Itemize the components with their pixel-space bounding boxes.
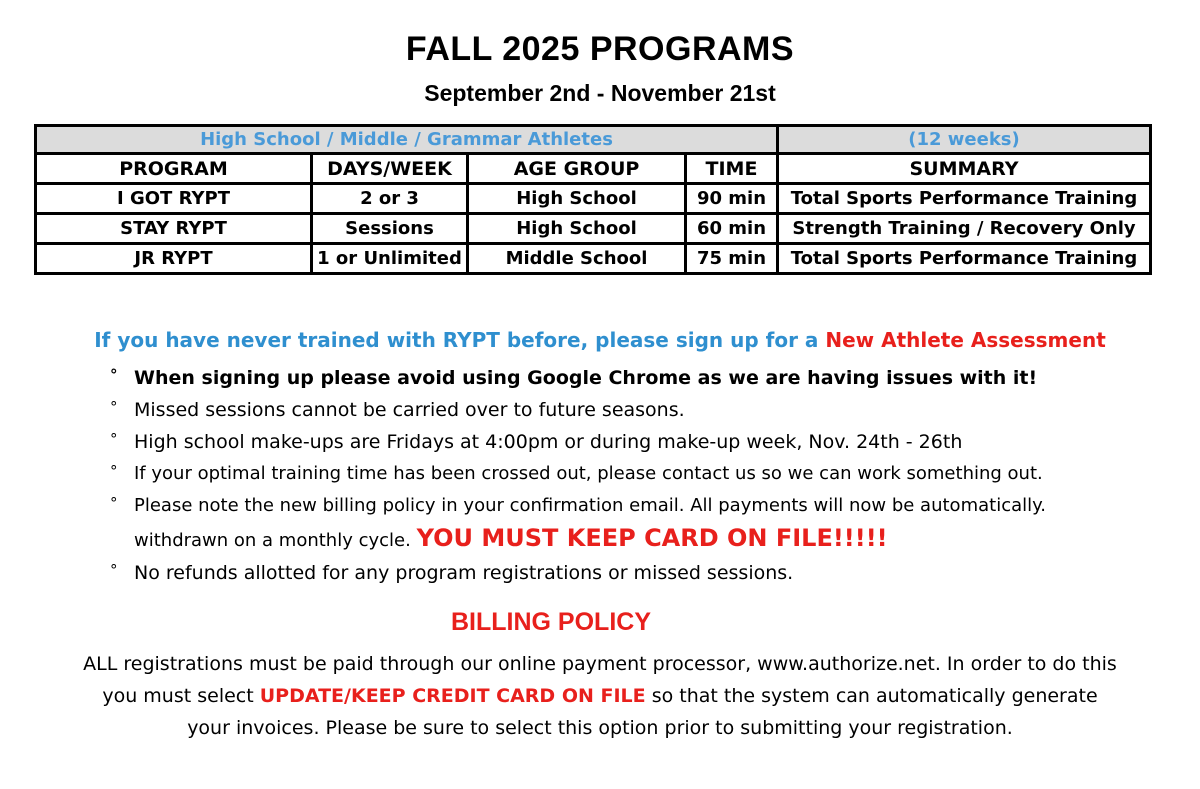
new-athlete-assessment-label: New Athlete Assessment [825, 328, 1106, 352]
days-per-week: Sessions [312, 214, 468, 244]
page-title: FALL 2025 PROGRAMS [405, 30, 795, 68]
bullet-text: withdrawn on a monthly cycle. [134, 530, 411, 551]
billing-line: ALL registrations must be paid through our online payment processor, www.authorize.net. In order to do this [83, 653, 1117, 675]
bullet-icon: ° [110, 561, 118, 579]
update-card-option-label: UPDATE/KEEP CREDIT CARD ON FILE [259, 685, 646, 707]
bullet-icon: ° [110, 366, 118, 384]
program-summary: Total Sports Performance Training [778, 244, 1151, 274]
table-row [36, 244, 1151, 274]
program-summary: Strength Training / Recovery Only [778, 214, 1151, 244]
column-header: SUMMARY [778, 154, 1151, 184]
new-athlete-notice [0, 328, 1200, 352]
column-header: DAYS/WEEK [312, 154, 468, 184]
table-row [36, 184, 1151, 214]
age-group: High School [468, 184, 686, 214]
billing-policy-text [30, 648, 1170, 744]
days-per-week: 2 or 3 [312, 184, 468, 214]
program-name: I GOT RYPT [36, 184, 312, 214]
column-header: AGE GROUP [468, 154, 686, 184]
bullet-text: No refunds allotted for any program registrations or missed sessions. [134, 562, 794, 584]
session-time: 75 min [686, 244, 778, 274]
date-range: September 2nd - November 21st [424, 80, 776, 106]
list-item [108, 394, 1168, 426]
athlete-groups-label: High School / Middle / Grammar Athletes [36, 126, 778, 154]
billing-line: you must select [102, 685, 254, 707]
list-item [108, 557, 1168, 589]
list-item [108, 458, 1168, 490]
programs-table [34, 124, 1152, 275]
bullet-icon: ° [110, 430, 118, 448]
days-per-week: 1 or Unlimited [312, 244, 468, 274]
list-item [108, 362, 1168, 394]
bullet-icon: ° [110, 462, 118, 480]
age-group: Middle School [468, 244, 686, 274]
column-header: TIME [686, 154, 778, 184]
bullet-icon: ° [110, 398, 118, 416]
billing-line: so that the system can automatically generate [651, 685, 1098, 707]
notice-text: If you have never trained with RYPT before, please sign up for a [94, 328, 819, 352]
bullet-icon: ° [110, 494, 118, 512]
bullet-text: Please note the new billing policy in your confirmation email. All payments will now be automatically. [134, 495, 1046, 516]
billing-line: your invoices. Please be sure to select this option prior to submitting your registration. [187, 717, 1013, 739]
bullet-text: High school make-ups are Fridays at 4:00pm or during make-up week, Nov. 24th - 26th [134, 431, 963, 453]
program-summary: Total Sports Performance Training [778, 184, 1151, 214]
bullet-text: If your optimal training time has been crossed out, please contact us so we can work something out. [134, 463, 1043, 484]
session-time: 90 min [686, 184, 778, 214]
bullet-text: Missed sessions cannot be carried over to future seasons. [134, 399, 685, 421]
program-name: STAY RYPT [36, 214, 312, 244]
table-row [36, 214, 1151, 244]
list-item [108, 426, 1168, 458]
program-name: JR RYPT [36, 244, 312, 274]
table-header-row [36, 154, 1151, 184]
billing-policy-heading: BILLING POLICY [451, 608, 651, 636]
table-band-row [36, 126, 1151, 154]
column-header: PROGRAM [36, 154, 312, 184]
policy-bullets [108, 362, 1168, 589]
age-group: High School [468, 214, 686, 244]
duration-label: (12 weeks) [778, 126, 1151, 154]
session-time: 60 min [686, 214, 778, 244]
bullet-text: When signing up please avoid using Google Chrome as we are having issues with it! [134, 367, 1038, 389]
card-on-file-warning: YOU MUST KEEP CARD ON FILE!!!!! [416, 524, 888, 552]
list-item [108, 490, 1168, 557]
